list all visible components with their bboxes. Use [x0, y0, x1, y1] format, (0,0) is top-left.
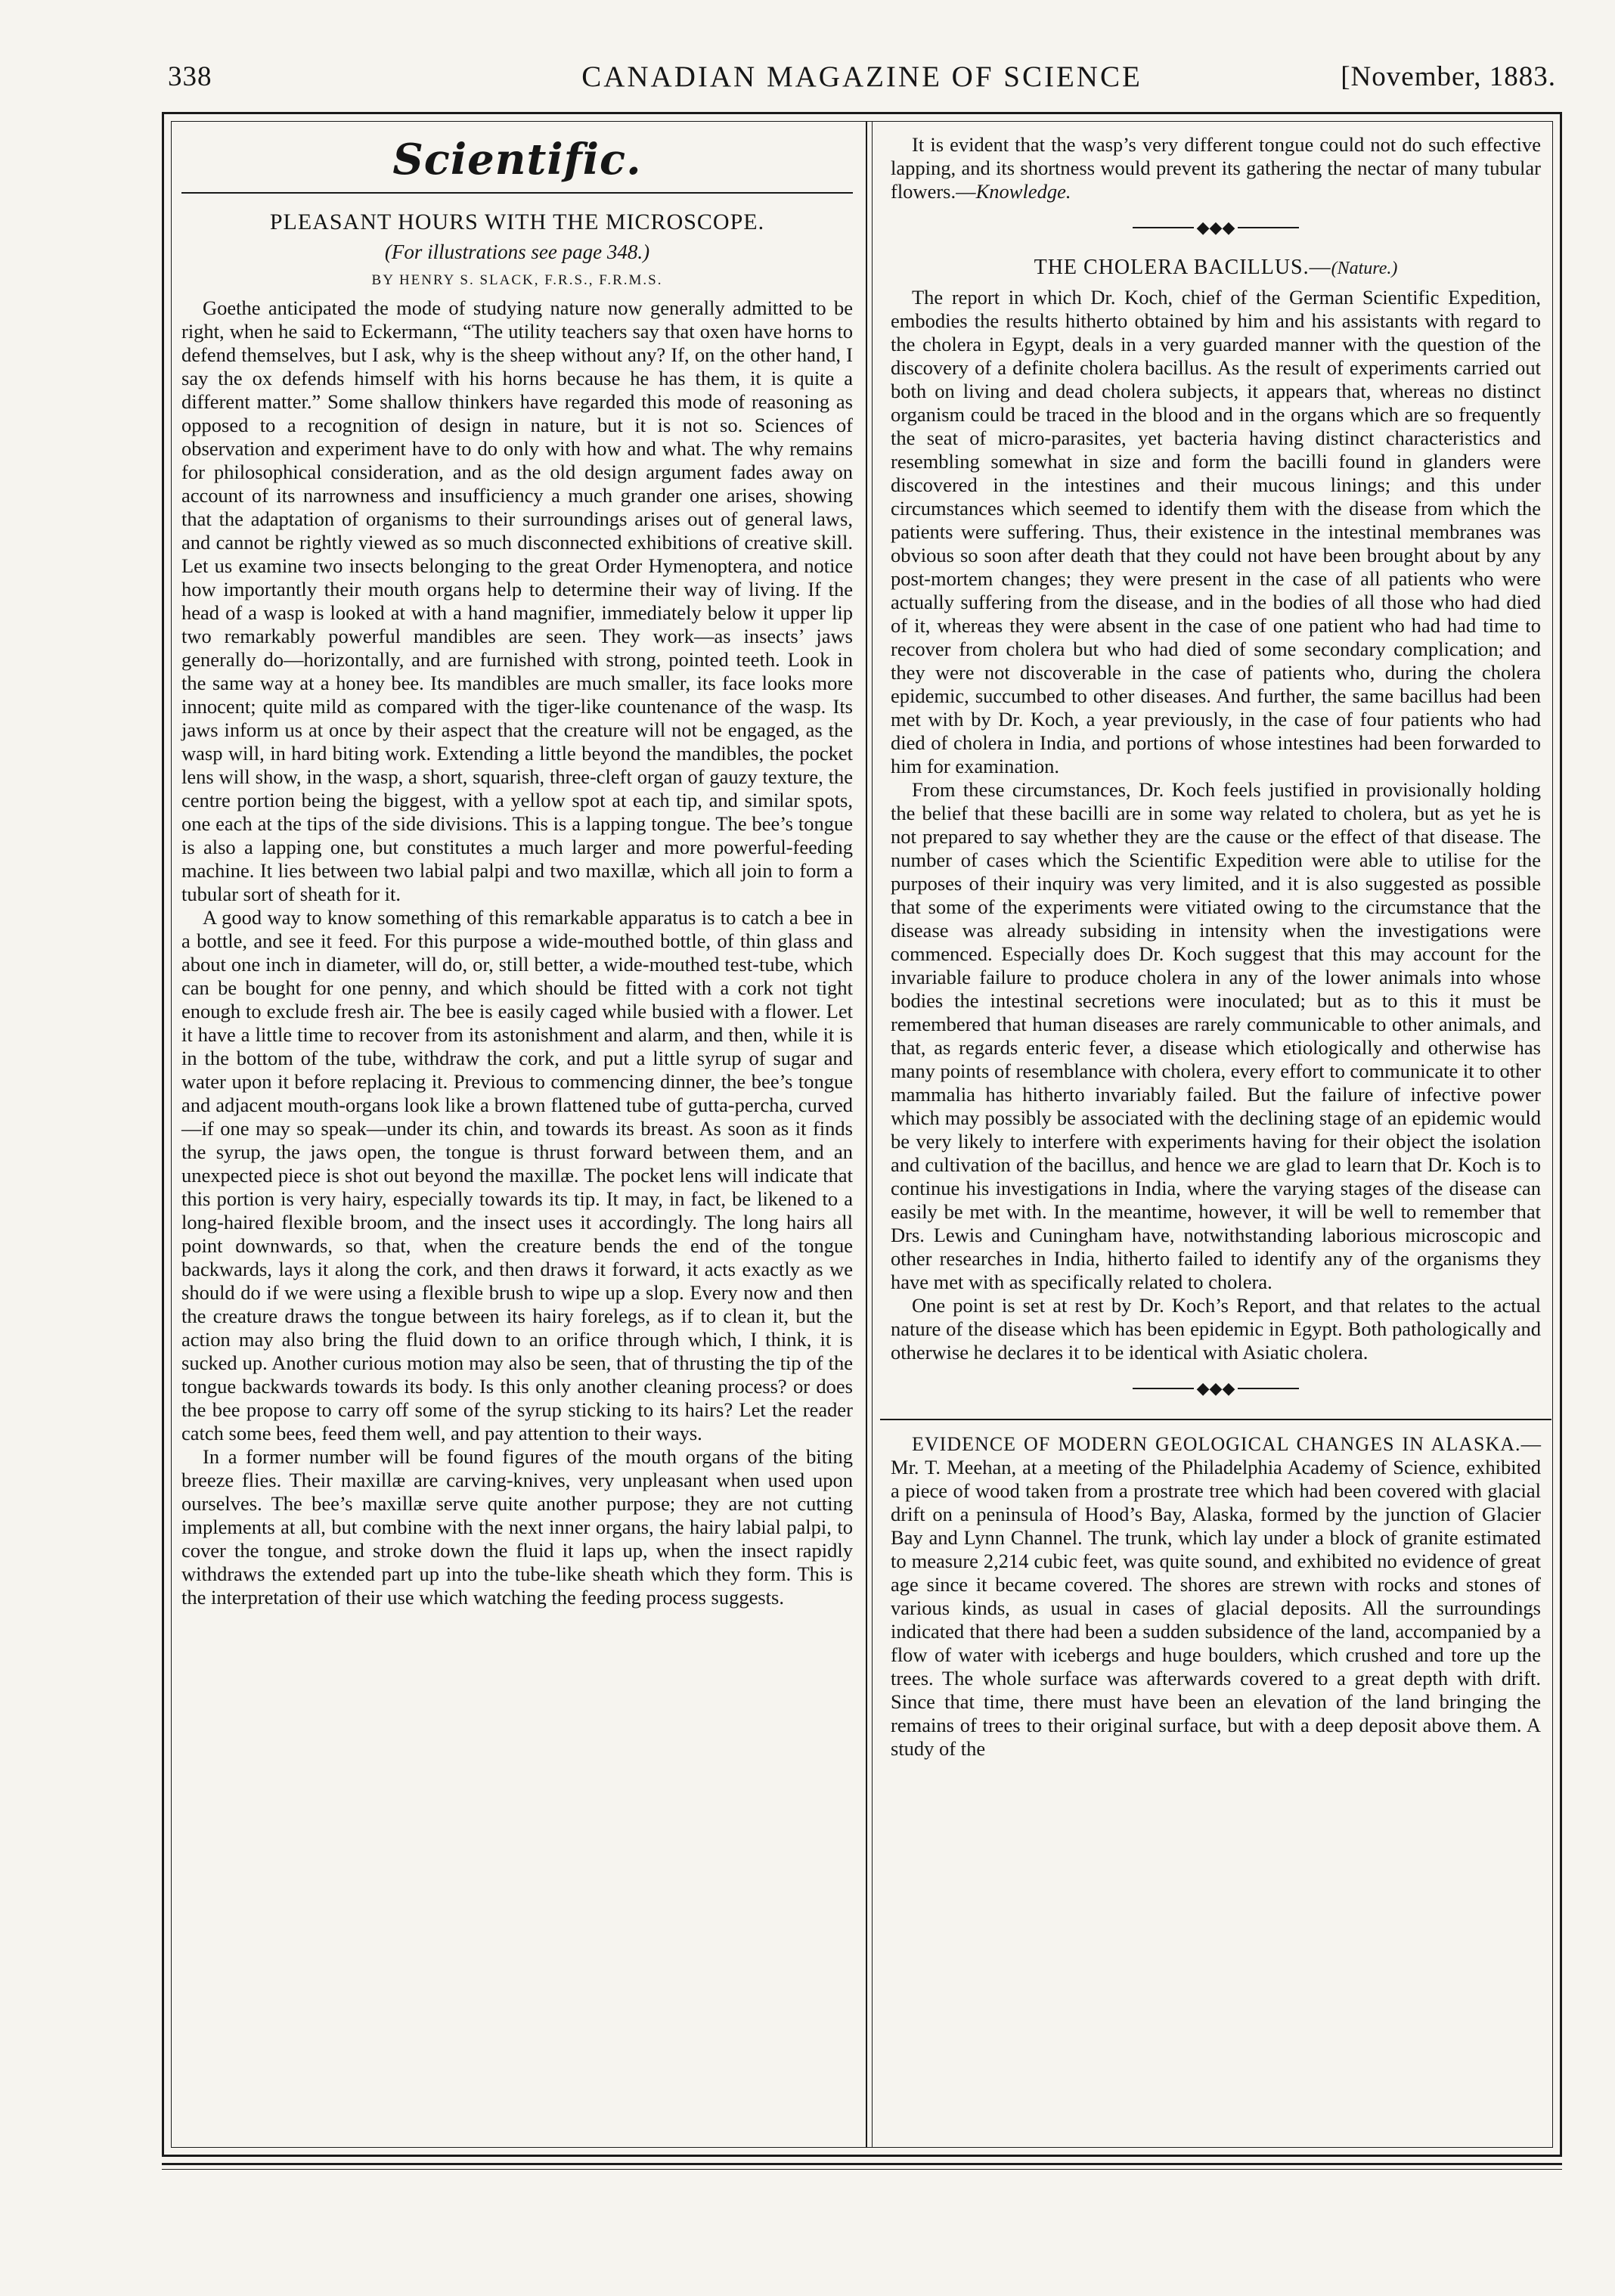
section-heading: Scientific. [392, 135, 642, 185]
bottom-rule [162, 2163, 1562, 2165]
box-rule [880, 1419, 1551, 1420]
paragraph: The report in which Dr. Koch, chief of the German Scientific Expedition, embodies the results hitherto obtained by him and his assistants with regard to the cholera in Egypt, deals in a very guarded manner with the question of the discovery of a definite cholera bacillus. As the result of experiments carried out both on living and dead cholera subjects, it appears that, whereas no distinct organism could be traced in the blood and in the organs which are so frequently the seat of micro-parasites, yet bacteria having distinct characteristics and resembling somewhat in size and form the bacilli found in glanders were discovered in the intestines and their mucous linings; and this under circumstances which seemed to identify them with the disease from which the patients were suffering. Thus, their existence in the intestinal membranes was obvious so soon after death that they could not have been brought about by any post-mortem changes; they were present in the case of all patients who were actually suffering from the disease, and in the bodies of all those who had died of it, whereas they were absent in the case of one patient who had had time to recover from cholera but who had died of some secondary complication; and they were not discoverable in the case of patients who, during the cholera epidemic, succumbed to other diseases. And further, the same bacillus had been met with by Dr. Koch, a year previously, in the case of four patients who had died of cholera in India, and portions of whose intestines had been forwarded to him for examination. [891, 286, 1541, 777]
ornament-line [1133, 227, 1194, 228]
paragraph: From these circumstances, Dr. Koch feels justified in provisionally holding the belief that these bacilli are in some way related to cholera, but as yet he is not prepared to say whether they are the cause or the effect of that disease. The number of cases which the Scientific Expedition were able to utilise for the purposes of their inquiry was very limited, and it is also suggested as possible that some of the experiments were vitiated owing to the circumstance that the disease was already subsiding in intensity when the investigations were commenced. Especially does Dr. Koch suggest that this may account for the invariable failure to produce cholera in any of the lower animals into whose bodies the intestinal secretions were inoculated; but as to this it must be remembered that human diseases are rarely communicable to other animals, and that, as regards enteric fever, a disease which etiologically and otherwise has many points of resemblance with cholera, every effort to communicate it to other mammalia has hitherto invariably failed. But the failure of infective power which may possibly be associated with the declining stage of an epidemic would be very likely to interfere with experiments having for their object the isolation and cultivation of the bacillus, and hence we are glad to learn that Dr. Koch is to continue his investigations in India, where the varying stages of the disease can easily be met with. In the meantime, however, it will be well to remember that Drs. Lewis and Cuningham have, notwithstanding laborious microscopic and other researches in India, hitherto failed to identify any of the organisms they have met with as specifically related to cholera. [891, 778, 1541, 1293]
paragraph: One point is set at rest by Dr. Koch’s Report, and that relates to the actual nature of the disease which has been epidemic in Egypt. Both pathologically and otherwise he declares it to be identical with Asiatic cholera. [891, 1294, 1541, 1364]
paragraph: Goethe anticipated the mode of studying nature now generally admitted to be right, when he said to Eckermann, “The utility teachers say that oxen have horns to defend themselves, but I ask, why is the sheep without any? If, on the other hand, I say the ox defends himself with his horns because he has them, it is quite a different matter.” Some shallow thinkers have regarded this mode of reasoning as opposed to a recognition of design in nature, but it is not so. Sciences of observation and experiment have to do only with how and what. The why remains for philosophical consideration, and as the old design argument fades away on account of its narrowness and insufficiency a much grander one arises, showing that the adaptation of organisms to their surroundings arises out of general laws, and cannot be rightly viewed as so much disconnected exhibitions of creative skill. Let us examine two insects belonging to the great Order Hymenoptera, and notice how importantly their mouth organs help to determine their way of living. If the head of a wasp is looked at with a hand magnifier, immediately below it upper lip two remarkably powerful mandibles are seen. They work—as insects’ jaws generally do—horizontally, and are furnished with strong, pointed teeth. Look in the same way at a honey bee. Its mandibles are much smaller, its face looks more innocent; quite mild as compared with the tiger-like countenance of the wasp. Its jaws inform us at once by their aspect that the creature will not be engaged, as the wasp will, in hard biting work. Extending a little beyond the mandibles, the pocket lens will show, in the wasp, a short, squarish, three-cleft organ of gauzy texture, the centre portion being the biggest, with a yellow spot at each tip, and similar spots, one each at the tips of the side divisions. This is a lapping tongue. The bee’s tongue is also a lapping one, but constitutes a much larger and more powerful-feeding machine. It lies between two labial palpi and two maxillæ, which all join to form a tubular sort of sheath for it. [181, 296, 853, 905]
article-title-text: THE CHOLERA BACILLUS.— [1034, 256, 1331, 279]
article-source: (Nature.) [1331, 259, 1398, 278]
article-title [891, 255, 1541, 281]
ornament-line [1238, 1388, 1299, 1389]
magazine-title: CANADIAN MAGAZINE OF SCIENCE [581, 61, 1142, 93]
issue-date: [November, 1883. [1341, 61, 1556, 92]
bottom-rule-thin [162, 2169, 1562, 2170]
byline: BY HENRY S. SLACK, F.R.S., F.R.M.S. [371, 272, 663, 288]
ornament-line [1238, 227, 1299, 228]
column-rule-thin [872, 121, 873, 2148]
article-subtitle: (For illustrations see page 348.) [384, 240, 650, 263]
continuation-text: It is evident that the wasp’s very different tongue could not do such effective lapping, and its shortness would prevent its gathering the nectar of many tubular flowers.— [891, 133, 1541, 203]
continuation-source: Knowledge. [975, 180, 1071, 203]
paragraph [891, 1432, 1541, 1761]
continuation-paragraph [891, 133, 1541, 203]
right-column [891, 133, 1541, 1761]
article-text: —Mr. T. Meehan, at a meeting of the Philadelphia Academy of Science, exhibited a piece of wood taken from a prostrate tree which had been covered with glacial drift on a peninsula of Hood’s Bay, Alaska, formed by the junction of Glacier Bay and Lynn Channel. The trunk, which lay under a block of granite estimated to measure 2,214 cubic feet, was quite sound, and exhibited no evidence of great age since it became covered. The shores are strewn with rocks and stones of various kinds, as usual in cases of glacial deposits. All the surroundings indicated that there had been a sudden subsidence of the land, accompanied by a flow of water with icebergs and huge boulders, which crushed and tore up the trees. The whole surface was afterwards covered to a great depth with drift. Since that time, there must have been an elevation of the land bringing the remains of trees to their original surface, but with a deep deposit above them. A study of the [891, 1432, 1541, 1760]
page-number: 338 [168, 61, 212, 92]
paragraph: In a former number will be found figures of the mouth organs of the biting breeze flies. Their maxillæ are carving-knives, very unpleasant when used upon ourselves. The bee’s maxillæ serve quite another purpose; they are not cutting implements at all, but combine with the next inner organs, the hairy labial palpi, to cover the tongue, and stroke down the fluid it laps up, when the insect rapidly withdraws the extended part up into the tube-like sheath which they form. This is the interpretation of their use which watching the feeding process suggests. [181, 1445, 853, 1609]
ornament-diamond-icon: ◆◆◆ [1196, 218, 1235, 237]
section-rule [181, 192, 853, 194]
column-rule [866, 121, 867, 2148]
paragraph: A good way to know something of this remarkable apparatus is to catch a bee in a bottle, and see it feed. For this purpose a wide-mouthed bottle, of thin glass and about one inch in diameter, will do, or, still better, a wide-mouthed test-tube, which can be bought for one penny, and which should be fitted with a cork not tight enough to exclude fresh air. The bee is easily caged while busied with a flower. Let it have a little time to recover from its astonishment and alarm, and then, while it is in the bottom of the tube, withdraw the cork, and put a little syrup of sugar and water upon it before replacing it. Previous to commencing dinner, the bee’s tongue and adjacent mouth-organs look like a brown flattened tube of gutta-percha, curved—if one may so speak—under its chin, and towards its breast. As soon as it finds the syrup, the jaws open, the tongue is thrust forward between them, and an unexpected piece is shot out beyond the maxillæ. The pocket lens will indicate that this portion is very hairy, especially towards its tip. It may, in fact, be likened to a long-haired flexible broom, and the insect uses it accordingly. The long hairs all point downwards, so that, when the creature bends the end of the tongue backwards, lays it along the cork, and then draws it forward, it acts exactly as we should do if we were using a flexible brush to wipe up a slop. Every now and then the creature draws the tongue between its hairy forelegs, as if to clean it, but the action may also bring the fluid down to an orifice through which, I think, it is sucked up. Another curious motion may also be seen, that of thrusting the tip of the tongue backwards towards its body. Is this only another cleaning process? or does the bee propose to carry off some of the syrup sticking to its hairs? Let the reader catch some bees, feed them well, and pay attention to their ways. [181, 906, 853, 1444]
ornament-divider [1133, 220, 1299, 235]
ornament-divider [1133, 1381, 1299, 1396]
ornament-line [1133, 1388, 1194, 1389]
left-column [181, 133, 853, 1609]
running-head [168, 56, 1556, 98]
article-heading: EVIDENCE OF MODERN GEOLOGICAL CHANGES IN ALASKA. [912, 1433, 1521, 1455]
ornament-diamond-icon: ◆◆◆ [1196, 1379, 1235, 1398]
article-title: PLEASANT HOURS WITH THE MICROSCOPE. [269, 209, 765, 234]
